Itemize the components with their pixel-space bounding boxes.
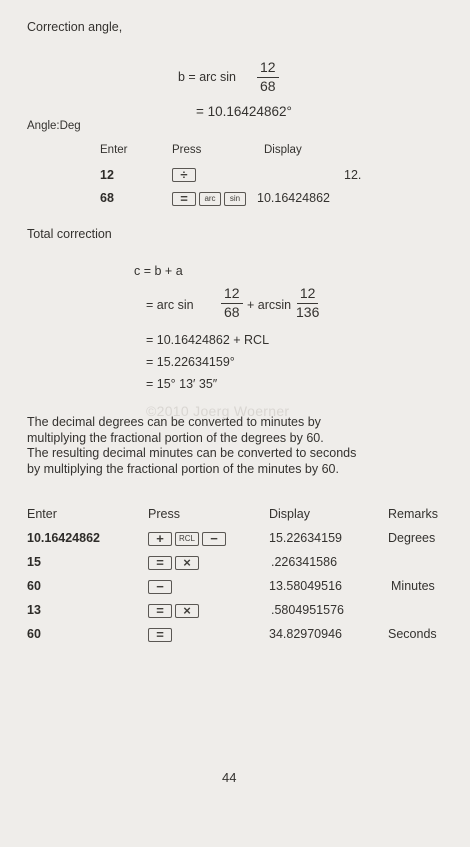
fraction-denominator: 68 [224,304,240,320]
table1-header-enter: Enter [100,144,128,156]
key-equals: = [148,556,172,570]
table2-row5-display: 34.82970946 [269,627,342,641]
table2-row4-keys [148,604,199,618]
heading-total-correction: Total correction [27,227,112,241]
key-arc: arc [199,192,221,206]
equation-c-line2-mid: + arcsin [247,298,292,312]
table1-row2-enter: 68 [100,191,114,205]
table2-row3-enter: 60 [27,579,41,593]
table2-header-display: Display [269,507,310,521]
equation-c-line5: = 15° 13′ 35″ [146,377,218,391]
watermark: ©2010 Joerg Woerner [146,403,290,419]
table1-header-press: Press [172,144,202,156]
table1-row1-enter: 12 [100,168,114,182]
table1-row2-keys [172,192,246,206]
table1-row2-display: 10.16424862 [257,191,330,205]
table2-header-enter: Enter [27,507,57,521]
table2-header-remarks: Remarks [388,507,439,521]
table2-row2-enter: 15 [27,555,41,569]
key-equals: = [172,192,196,206]
table2-row1-remarks: Degrees [388,531,436,545]
table2-row5-keys [148,628,172,642]
fraction-denominator: 68 [260,78,276,94]
table1-header-display: Display [264,144,302,156]
table2-row3-keys [148,580,172,594]
key-plus: + [148,532,172,546]
table2-row3-remarks: Minutes [391,579,435,593]
fraction-denominator: 136 [296,304,320,320]
table2-header-press: Press [148,507,180,521]
key-multiply: × [175,556,199,570]
explanation-paragraph [27,415,457,477]
key-minus: − [148,580,172,594]
table2-row1-enter: 10.16424862 [27,531,100,545]
paragraph-line: by multiplying the fractional portion of the minutes by 60. [27,461,339,476]
table2-row5-remarks: Seconds [388,627,437,641]
equation-b-result: = 10.16424862° [196,104,292,119]
fraction-12-over-68-b [221,286,243,320]
key-sin: sin [224,192,246,206]
equation-c-line1: c = b + a [134,264,183,278]
angle-mode-label: Angle:Deg [27,120,81,132]
paragraph-line: The decimal degrees can be converted to minutes by [27,415,321,429]
key-minus: − [202,532,226,546]
key-rcl: RCL [175,532,199,546]
equation-b-lhs: b = arc sin [178,70,237,84]
table2-row2-keys [148,556,199,570]
table2-row5-enter: 60 [27,627,41,641]
table2-row4-enter: 13 [27,603,41,617]
table2-row2-display: .226341586 [271,555,338,569]
table2-row4-display: .5804951576 [271,603,344,617]
table2-row1-display: 15.22634159 [269,531,342,545]
key-equals: = [148,604,172,618]
fraction-numerator: 12 [257,60,279,78]
paragraph-line: The resulting decimal minutes can be converted to seconds [27,446,357,460]
fraction-12-over-136 [296,286,319,320]
key-multiply: × [175,604,199,618]
key-divide: ÷ [172,168,196,182]
fraction-12-over-68 [257,60,279,94]
page-number: 44 [222,770,237,785]
fraction-numerator: 12 [221,286,243,304]
equation-c-line2-prefix: = arc sin [146,298,194,312]
table1-row1-display: 12. [344,168,362,182]
key-equals: = [148,628,172,642]
equation-c-line4: = 15.22634159° [146,355,235,369]
table2-row1-keys [148,532,226,546]
table1-row1-keys [172,168,196,182]
fraction-numerator: 12 [297,286,319,304]
table2-row3-display: 13.58049516 [269,579,342,593]
equation-c-line3: = 10.16424862 + RCL [146,333,270,347]
heading-correction-angle: Correction angle, [27,20,123,34]
paragraph-line: multiplying the fractional portion of the degrees by 60. [27,430,324,445]
